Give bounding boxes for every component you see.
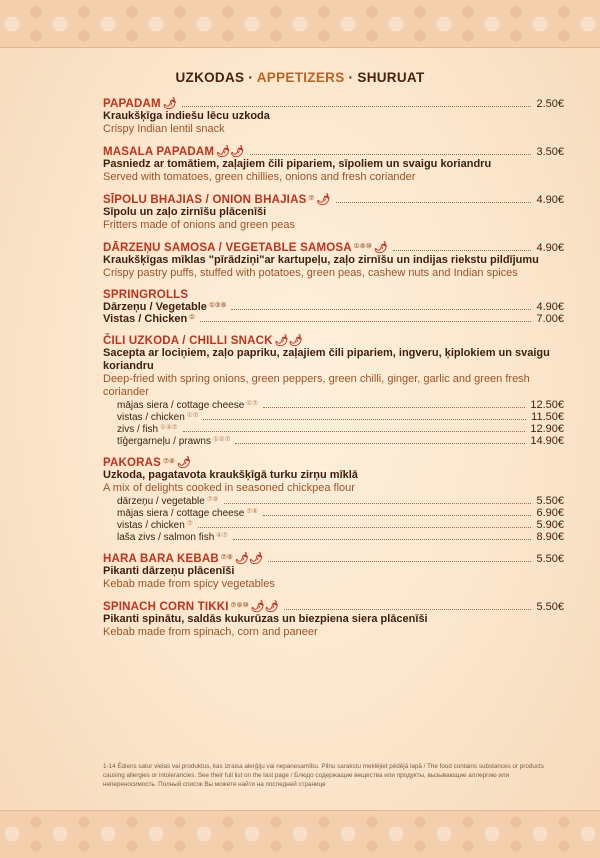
variant-price: 5.90€	[536, 519, 564, 531]
heading-ru: SHURUAT	[357, 70, 425, 85]
variant-row	[103, 313, 564, 325]
item-title: SPRINGROLLS	[103, 289, 189, 301]
item-price: 3.50€	[536, 146, 564, 158]
item-title: HARA BARA KEBAB	[103, 553, 219, 565]
allergen-markers: ①	[189, 314, 195, 321]
heading-en: APPETIZERS	[256, 70, 345, 85]
allergen-markers: ⑦⑧⑩	[230, 602, 249, 609]
allergen-markers: ④⑦	[216, 532, 228, 539]
dot-leader	[284, 609, 531, 610]
item-price: 5.50€	[536, 553, 564, 565]
dot-leader	[393, 250, 531, 251]
dot-leader	[203, 419, 526, 420]
item-desc-lv: Pikanti dārzeņu plācenīši	[103, 565, 235, 577]
variant-row	[103, 507, 564, 519]
variant-label: vistas / chicken	[117, 412, 185, 423]
dot-leader	[263, 407, 525, 408]
item-desc-en: Crispy Indian lentil snack	[103, 123, 225, 135]
allergen-markers: ⑦⑧	[163, 458, 176, 465]
item-price: 4.90€	[536, 242, 564, 254]
dot-leader	[250, 154, 532, 155]
variant-label: Dārzeņu / Vegetable	[103, 301, 207, 313]
item-desc-en: Kebab made from spinach, corn and paneer	[103, 626, 318, 638]
chilli-icon: 🌶🌶	[216, 146, 245, 158]
variant-price: 14.90€	[530, 435, 564, 447]
item-title: PAPADAM	[103, 98, 161, 110]
variant-row	[103, 301, 564, 313]
variant-row	[103, 411, 564, 423]
variant-row	[103, 531, 564, 543]
variant-price: 5.50€	[536, 495, 564, 507]
item-desc-en: Crispy pastry puffs, stuffed with potatoes, green peas, cashew nuts and Indian spices	[103, 267, 518, 279]
allergen-markers: ⑦	[308, 195, 315, 202]
item-desc-lv: Uzkoda, pagatavota kraukšķīgā turku zirņu mīklā	[103, 469, 358, 481]
variant-row	[103, 495, 564, 507]
variant-price: 12.50€	[530, 399, 564, 411]
allergen-markers: ⑦⑧	[246, 508, 258, 515]
section-heading: UZKODAS · APPETIZERS · SHURUAT	[175, 70, 425, 85]
chilli-icon: 🌶	[316, 194, 331, 206]
dot-leader	[263, 515, 532, 516]
menu-item-springrolls	[103, 289, 564, 325]
variant-row	[103, 435, 564, 447]
variant-price: 11.50€	[531, 411, 564, 423]
item-desc-lv: Kraukšķīga indiešu lēcu uzkoda	[103, 110, 270, 122]
menu-list	[103, 97, 564, 648]
item-desc-en: A mix of delights cooked in seasoned chickpea flour	[103, 482, 355, 494]
variant-price: 8.90€	[536, 531, 564, 543]
variant-label: laša zivs / salmon fish	[117, 532, 215, 543]
dot-leader	[231, 309, 531, 310]
item-desc-en: Fritters made of onions and green peas	[103, 219, 296, 231]
menu-item-masala-papadam	[103, 145, 564, 184]
chilli-icon: 🌶🌶	[234, 553, 264, 565]
item-price: 4.90€	[536, 194, 564, 206]
dot-leader	[200, 321, 531, 322]
item-desc-en: Kebab made from spicy vegetables	[103, 578, 275, 590]
item-title: ČILI UZKODA / CHILLI SNACK	[103, 335, 273, 347]
variant-label: mājas siera / cottage cheese	[117, 508, 245, 519]
item-title: PAKORAS	[103, 457, 162, 469]
item-desc-lv: Pikanti spinātu, saldās kukurūzas un biezpiena siera plācenīši	[103, 613, 428, 625]
dot-leader	[336, 202, 532, 203]
dot-leader	[198, 527, 532, 528]
dot-leader	[182, 106, 531, 107]
dot-leader	[268, 561, 531, 562]
menu-item-spinach-corn-tikki	[103, 600, 564, 639]
item-price: 5.50€	[536, 601, 564, 613]
item-title: MASALA PAPADAM	[103, 146, 215, 158]
chilli-icon: 🌶	[177, 457, 192, 469]
chilli-icon: 🌶	[373, 242, 389, 254]
item-desc-en: Deep-fried with spring onions, green peppers, green chilli, ginger, garlic and green fresh coriander	[103, 373, 530, 398]
item-desc-lv: Kraukšķīgas mīklas "pīrādziņi"ar kartupeļu, zaļo zirnīšu un indijas riekstu pildījumu	[103, 254, 539, 266]
variant-price: 6.90€	[536, 507, 564, 519]
allergen-markers: ⑦⑧	[220, 554, 233, 561]
variant-label: zivs / fish	[117, 424, 159, 435]
chilli-icon: 🌶🌶	[274, 335, 303, 347]
item-title: SPINACH CORN TIKKI	[103, 601, 229, 613]
allergen-markers: ①⑦	[186, 412, 199, 419]
variant-label: dārzeņu / vegetable	[117, 496, 205, 507]
allergen-markers: ①③⑧	[208, 302, 227, 309]
menu-item-vegetable-samosa	[103, 241, 564, 280]
menu-item-papadam	[103, 97, 564, 136]
allergen-markers: ①④⑦	[160, 424, 178, 431]
variant-label: vistas / chicken	[117, 520, 185, 531]
chilli-icon: 🌶	[162, 98, 178, 110]
top-ornament-band	[0, 0, 600, 48]
variant-label: Vistas / Chicken	[103, 313, 188, 325]
menu-item-hara-bara-kebab	[103, 552, 564, 591]
variant-label: tīģergarneļu / prawns	[117, 436, 211, 447]
menu-item-chilli-snack	[103, 334, 564, 447]
dot-leader	[183, 431, 526, 432]
menu-item-onion-bhajias	[103, 193, 564, 232]
menu-item-pakoras	[103, 456, 564, 543]
dot-leader	[233, 539, 532, 540]
heading-lv: UZKODAS	[175, 70, 245, 85]
variant-price: 4.90€	[536, 301, 564, 313]
allergen-markers: ①⑦	[246, 400, 258, 407]
variant-row	[103, 519, 564, 531]
item-desc-lv: Sacepta ar lociņiem, zaļo papriku, zaļajiem čili pipariem, ingveru, ķiplokiem un svaigu koriandru	[103, 347, 550, 372]
allergen-footnote: 1-14 Ēdiens satur vielas vai produktus, kas izraisa alerģiju vai nepanesamību. Pilnu sarakstu meklējiet pēdējā lapā / The food contains substances or products causing allergies or intolerancies. See their full list on the last page / Блюдо содержащие вещества или продукты, вызывающие аллергию или непереносимость. Полный список Вы можете найти на последней странице	[103, 763, 544, 788]
variant-row	[103, 423, 564, 435]
dot-leader	[235, 443, 525, 444]
dot-leader	[224, 503, 532, 504]
allergen-markers: ①②⑦	[212, 436, 231, 443]
allergen-markers: ⑦⑧	[206, 496, 219, 503]
bottom-ornament-band	[0, 810, 600, 858]
allergen-markers: ⑦	[186, 520, 193, 527]
variant-row	[103, 399, 564, 411]
chilli-icon: 🌶🌶	[250, 601, 280, 613]
item-desc-lv: Sīpolu un zaļo zirnīšu plācenīši	[103, 206, 267, 218]
variant-price: 12.90€	[530, 423, 564, 435]
item-title: SĪPOLU BHAJIAS / ONION BHAJIAS	[103, 194, 307, 206]
item-desc-lv: Pasniedz ar tomātiem, zaļajiem čili pipariem, sīpoliem un svaigu koriandru	[103, 158, 492, 170]
item-desc-en: Served with tomatoes, green chillies, onions and fresh coriander	[103, 171, 416, 183]
item-price: 2.50€	[536, 98, 564, 110]
variant-price: 7.00€	[536, 313, 564, 325]
item-title: DĀRZEŅU SAMOSA / VEGETABLE SAMOSA	[103, 242, 352, 254]
variant-label: mājas siera / cottage cheese	[117, 400, 245, 411]
allergen-markers: ①⑧⑩	[353, 243, 372, 250]
